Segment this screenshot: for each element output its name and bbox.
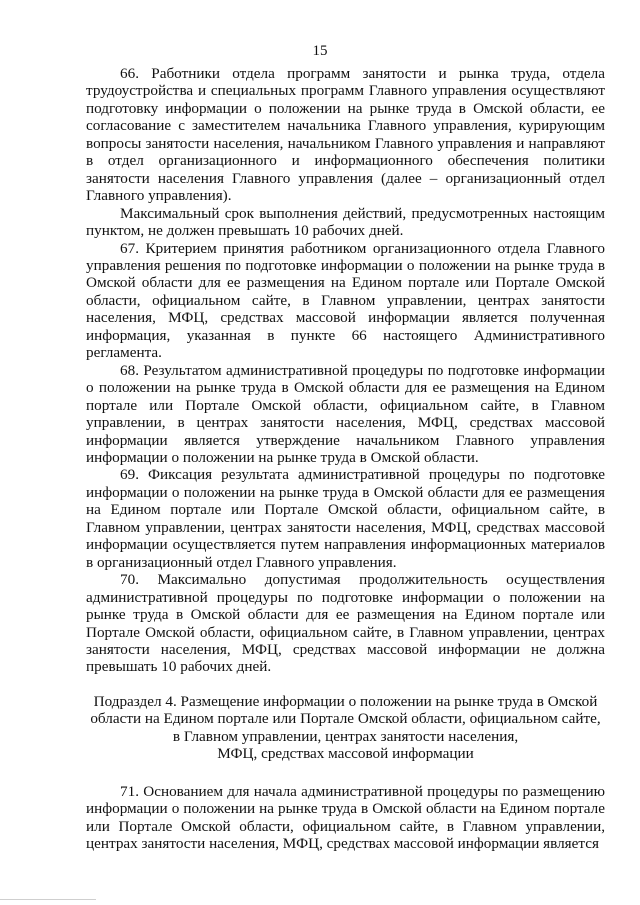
paragraph-69: 69. Фиксация результата административной процедуры по подготовке информации о положении на рынке труда в Омской области для ее размещения на Едином портале или Портале Омской области, официальном сайте, в Главном управлении, центрах занятости населения, МФЦ, средствах массовой информации осуществляется путем направления информационных материалов в организационный отдел Главного управления. bbox=[86, 466, 605, 571]
document-body bbox=[86, 65, 605, 852]
subsection-heading-line: Подраздел 4. Размещение информации о положении на рынке труда в Омской bbox=[93, 692, 598, 710]
paragraph-66: 66. Работники отдела программ занятости и рынка труда, отдела трудоустройства и специальных программ Главного управления осуществляют подготовку информации о положении на рынке труда в Омской области, ее согласование с заместителем начальника Главного управления, курирующим вопросы занятости населения, начальником Главного управления и направляют в отдел организационного и информационного обеспечения политики занятости населения Главного управления (далее – организационный отдел Главного управления). bbox=[86, 65, 605, 205]
paragraph-66-deadline: Максимальный срок выполнения действий, предусмотренных настоящим пунктом, не должен превышать 10 рабочих дней. bbox=[86, 204, 605, 240]
subsection-heading-line: области на Едином портале или Портале Омской области, официальном сайте, bbox=[90, 710, 601, 728]
paragraph-68: 68. Результатом административной процедуры по подготовке информации о положении на рынке труда в Омской области для ее размещения на Едином портале или Портале Омской области, официальном сайте, в Главном управлении, в центрах занятости населения, МФЦ, средствах массовой информации является утверждение начальником Главного управления информации о положении на рынке труда в Омской области. bbox=[86, 361, 605, 466]
scan-edge-line bbox=[0, 899, 96, 905]
subsection-heading-line: в Главном управлении, центрах занятости населения, bbox=[172, 727, 519, 745]
paragraph-67: 67. Критерием принятия работником организационного отдела Главного управления решения по подготовке информации о положении на рынке труда в Омской области для ее размещения на Едином портале или Портале Омской области, официальном сайте, в Главном управлении, центрах занятости населения, МФЦ, средствах массовой информации является полученная информация, указанная в пункте 66 настоящего Административного регламента. bbox=[86, 239, 605, 362]
subsection-heading bbox=[86, 693, 605, 763]
paragraph-70: 70. Максимально допустимая продолжительность осуществления административной процедуры по подготовке информации о положении на рынке труда в Омской области для ее размещения на Едином портале или Портале Омской области, официальном сайте, в Главном управлении, центрах занятости населения, МФЦ, средствах массовой информации не должна превышать 10 рабочих дней. bbox=[86, 571, 605, 676]
page-number: 15 bbox=[312, 43, 328, 59]
paragraph-71: 71. Основанием для начала административной процедуры по размещению информации о положении на рынке труда в Омской области на Едином портале или Портале Омской области, официальном сайте, в Главном управлении, центрах занятости населения, МФЦ, средствах массовой информации является bbox=[86, 782, 605, 853]
subsection-heading-line: МФЦ, средствах массовой информации bbox=[217, 745, 474, 763]
